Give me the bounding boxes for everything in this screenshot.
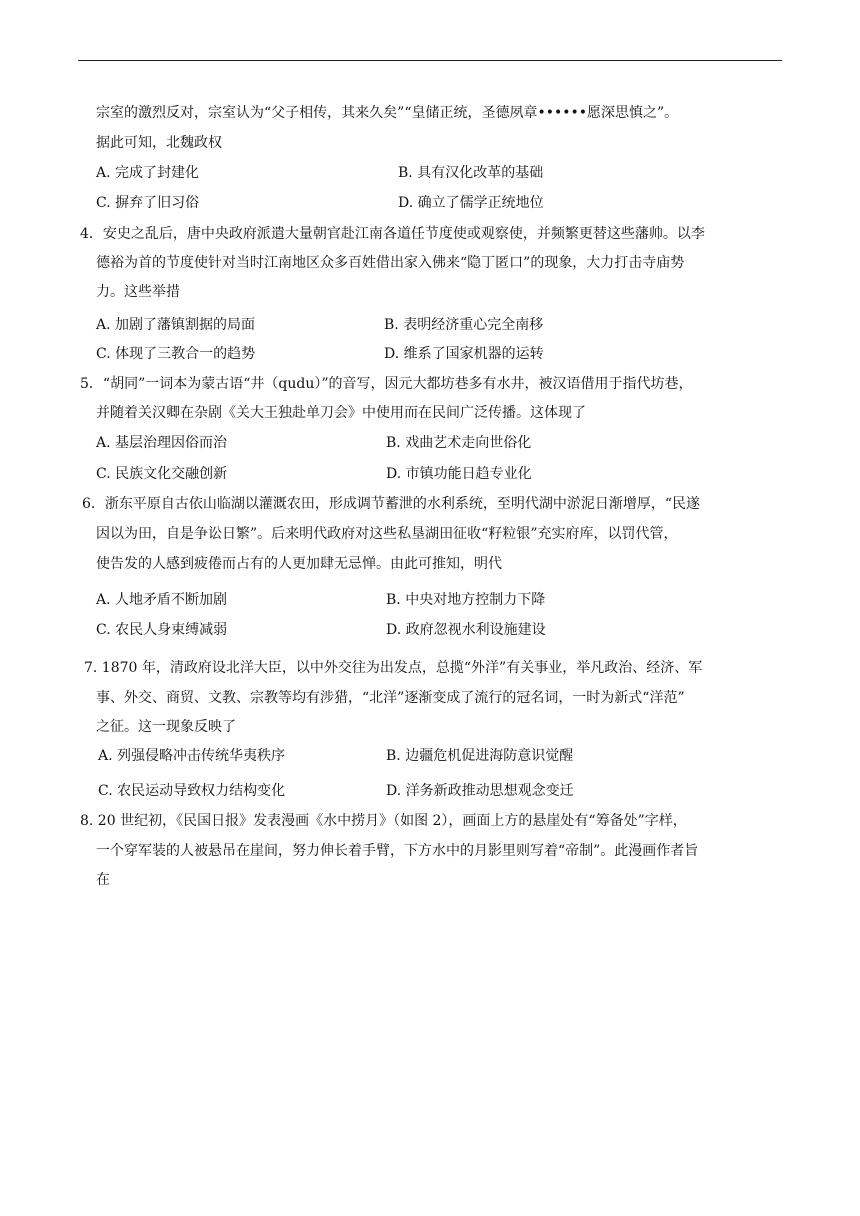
q7-stem-line-2: 事、外交、商贸、文教、宗教等均有涉猎，“北洋”逐渐变成了流行的冠名词，一时为新式“洋范” (96, 690, 685, 706)
q8-stem-line-2: 一个穿军装的人被悬吊在崖间，努力伸长着手臂，下方水中的月影里则写着“帝制”。此漫画作者旨 (96, 843, 699, 859)
q3-option-d: D. 确立了儒学正统地位 (398, 195, 544, 211)
q4-option-c: C. 体现了三教合一的趋势 (96, 346, 256, 362)
q5-option-d: D. 市镇功能日趋专业化 (386, 466, 532, 482)
q4-option-a: A. 加剧了藩镇割据的局面 (96, 317, 256, 333)
q4-option-d: D. 维系了国家机器的运转 (384, 346, 544, 362)
q5-stem-line-2: 并随着关汉卿在杂剧《关大王独赴单刀会》中使用而在民间广泛传播。这体现了 (96, 405, 586, 421)
q7-stem-line-3: 之征。这一现象反映了 (96, 719, 236, 735)
q6-option-b: B. 中央对地方控制力下降 (386, 592, 546, 608)
q3-option-a: A. 完成了封建化 (96, 165, 200, 181)
q3-option-c: C. 摒弃了旧习俗 (96, 195, 200, 211)
q5-option-a: A. 基层治理因俗而治 (96, 435, 228, 451)
q4-stem-line-3: 力。这些举措 (96, 284, 180, 300)
q6-stem-line-3: 使告发的人感到疲倦而占有的人更加肆无忌惮。由此可推知，明代 (96, 556, 502, 572)
header-rule (78, 60, 782, 61)
q6-option-c: C. 农民人身束缚减弱 (96, 622, 228, 638)
q5-option-c: C. 民族文化交融创新 (96, 466, 228, 482)
q4-option-b: B. 表明经济重心完全南移 (384, 317, 544, 333)
q7-option-d: D. 洋务新政推动思想观念变迁 (386, 783, 574, 799)
q4-stem-line-2: 德裕为首的节度使针对当时江南地区众多百姓借出家入佛来“隐丁匿口”的现象，大力打击寺庙势 (96, 255, 685, 271)
q7-option-a: A. 列强侵略冲击传统华夷秩序 (98, 748, 286, 764)
q7-stem-line-1: 7. 1870 年，清政府设北洋大臣，以中外交往为出发点，总揽“外洋”有关事业，举凡政治、经济、军 (84, 660, 703, 676)
q4-stem-line-1: 4．安史之乱后，唐中央政府派遣大量朝官赴江南各道任节度使或观察使，并频繁更替这些藩帅。以李 (80, 226, 705, 242)
q7-option-b: B. 边疆危机促进海防意识觉醒 (386, 748, 574, 764)
q6-stem-line-2: 因以为田，自是争讼日繁”。后来明代政府对这些私垦湖田征收“籽粒银”充实府库，以罚代管， (96, 526, 678, 542)
q5-option-b: B. 戏曲艺术走向世俗化 (386, 435, 532, 451)
q3-stem-line-2: 据此可知，北魏政权 (96, 135, 222, 151)
q6-option-a: A. 人地矛盾不断加剧 (96, 592, 228, 608)
q8-stem-line-3: 在 (96, 872, 110, 888)
q8-stem-line-1: 8. 20 世纪初，《民国日报》发表漫画《水中捞月》（如图 2），画面上方的悬崖处有“筹备处”字样， (80, 813, 687, 829)
q3-stem-line-1: 宗室的激烈反对，宗室认为“父子相传，其来久矣”“皇储正统，圣德夙章••••••愿深思慎之”。 (96, 105, 679, 121)
q6-option-d: D. 政府忽视水利设施建设 (386, 622, 546, 638)
q5-stem-line-1: 5．“胡同”一词本为蒙古语“井（qudu）”的音写，因元大都坊巷多有水井，被汉语借用于指代坊巷， (80, 376, 693, 392)
q3-option-b: B. 具有汉化改革的基础 (398, 165, 544, 181)
q6-stem-line-1: 6．浙东平原自古依山临湖以灌溉农田，形成调节蓄泄的水利系统，至明代湖中淤泥日渐增厚，“民遂 (82, 496, 701, 512)
q7-option-c: C. 农民运动导致权力结构变化 (98, 783, 286, 799)
